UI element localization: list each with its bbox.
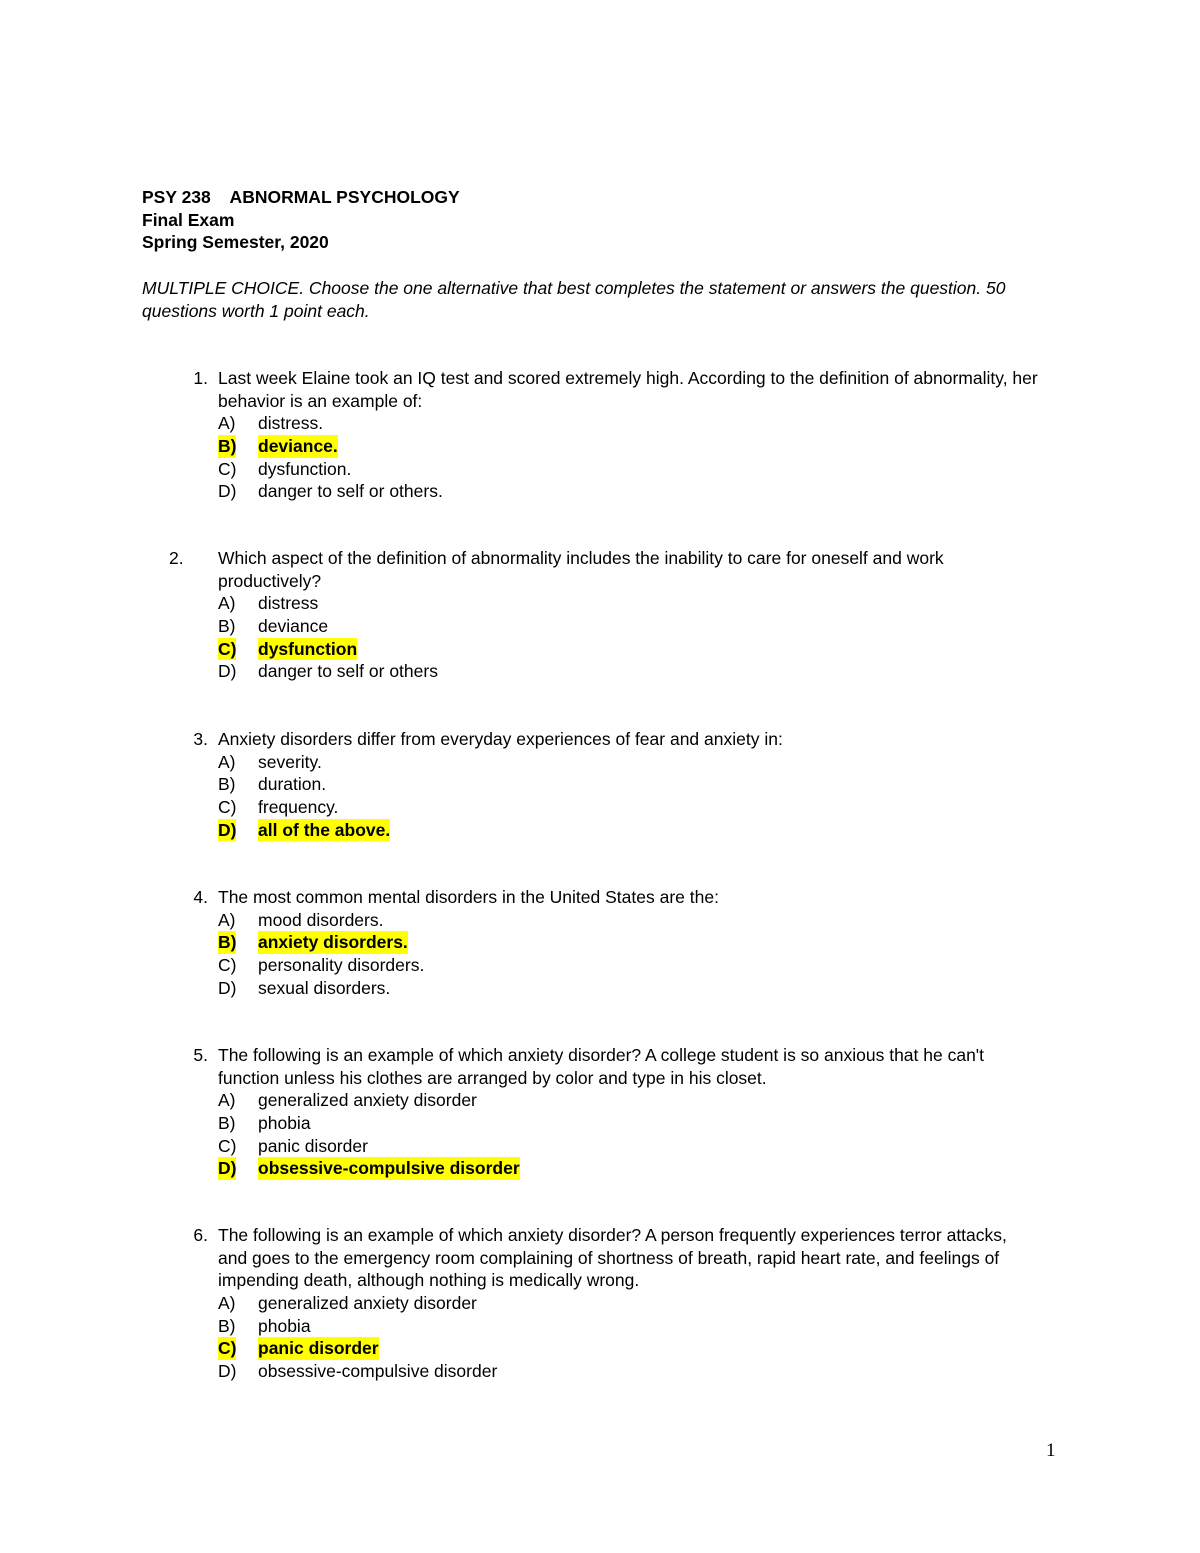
option-letter: D) — [218, 977, 237, 998]
option-text: duration. — [258, 774, 327, 795]
exam-header — [142, 186, 460, 254]
option-letter: B) — [218, 774, 236, 795]
option-c — [218, 1135, 1038, 1158]
option-text: danger to self or others — [258, 661, 438, 682]
option-letter: D) — [218, 481, 237, 502]
option-text: severity. — [258, 751, 322, 772]
option-text: obsessive-compulsive disorder — [258, 1361, 498, 1382]
option-letter: C) — [218, 458, 237, 479]
option-b — [218, 1315, 1038, 1338]
question-6 — [142, 1224, 1042, 1383]
option-a — [218, 751, 1038, 774]
question-number: 6. — [193, 1225, 208, 1245]
option-text: distress — [258, 593, 319, 614]
option-letter: A) — [218, 909, 236, 930]
option-text: distress. — [258, 413, 324, 434]
option-letter: D) — [218, 1158, 237, 1179]
question-3 — [142, 728, 1042, 841]
question-4 — [142, 886, 1042, 999]
option-b-correct — [218, 435, 1038, 458]
option-text: sexual disorders. — [258, 977, 391, 998]
question-text: Last week Elaine took an IQ test and scored extremely high. According to the definition of abnormality, her behavior is an example of: — [218, 368, 1038, 411]
option-d — [218, 1360, 1038, 1383]
question-number: 2. — [169, 548, 184, 568]
option-list — [218, 1089, 1038, 1180]
option-d — [218, 480, 1038, 503]
option-d-correct — [218, 819, 1038, 842]
question-5 — [142, 1044, 1042, 1180]
question-number: 3. — [193, 729, 208, 749]
exam-title: Final Exam — [142, 209, 235, 230]
option-letter: C) — [218, 797, 237, 818]
option-list — [218, 751, 1038, 842]
option-a — [218, 592, 1038, 615]
question-1 — [142, 367, 1042, 503]
option-letter: D) — [218, 1361, 237, 1382]
option-list — [218, 592, 1038, 683]
question-text: The following is an example of which anxiety disorder? A college student is so anxious that he can't function unless his clothes are arranged by color and type in his closet. — [218, 1045, 985, 1088]
option-text: anxiety disorders. — [258, 932, 408, 953]
option-text: panic disorder — [258, 1135, 368, 1156]
option-letter: B) — [218, 932, 237, 953]
option-letter: B) — [218, 436, 237, 457]
option-letter: C) — [218, 955, 237, 976]
option-c-correct — [218, 638, 1038, 661]
option-d-correct — [218, 1157, 1038, 1180]
option-c-correct — [218, 1337, 1038, 1360]
option-text: obsessive-compulsive disorder — [258, 1158, 520, 1179]
option-list — [218, 1292, 1038, 1383]
question-text: Anxiety disorders differ from everyday experiences of fear and anxiety in: — [218, 729, 783, 749]
option-d — [218, 977, 1038, 1000]
option-letter: B) — [218, 1113, 236, 1134]
option-letter: A) — [218, 751, 236, 772]
option-list — [218, 909, 1038, 1000]
option-letter: D) — [218, 661, 237, 682]
course-title: PSY 238 ABNORMAL PSYCHOLOGY — [142, 187, 460, 207]
option-letter: C) — [218, 1135, 237, 1156]
option-letter: B) — [218, 1315, 236, 1336]
page-number: 1 — [1046, 1440, 1056, 1461]
option-b — [218, 773, 1038, 796]
semester-label: Spring Semester, 2020 — [142, 232, 329, 253]
option-text: generalized anxiety disorder — [258, 1090, 477, 1111]
option-letter: A) — [218, 413, 236, 434]
question-text: The most common mental disorders in the United States are the: — [218, 887, 719, 907]
option-letter: C) — [218, 1338, 237, 1359]
option-letter: A) — [218, 1293, 236, 1314]
option-text: deviance — [258, 616, 329, 637]
option-list — [218, 412, 1038, 503]
option-letter: A) — [218, 1090, 236, 1111]
question-number: 4. — [193, 887, 208, 907]
option-letter: D) — [218, 819, 237, 840]
option-d — [218, 660, 1038, 683]
option-a — [218, 909, 1038, 932]
question-number: 1. — [193, 368, 208, 388]
option-b — [218, 1112, 1038, 1135]
option-b — [218, 615, 1038, 638]
option-text: generalized anxiety disorder — [258, 1293, 477, 1314]
option-text: danger to self or others. — [258, 481, 443, 502]
option-a — [218, 412, 1038, 435]
option-text: personality disorders. — [258, 955, 425, 976]
option-a — [218, 1089, 1038, 1112]
option-b-correct — [218, 931, 1038, 954]
question-2 — [142, 547, 1042, 683]
option-text: all of the above. — [258, 819, 391, 840]
option-letter: A) — [218, 593, 236, 614]
option-text: deviance. — [258, 436, 338, 457]
option-text: phobia — [258, 1113, 311, 1134]
option-text: dysfunction — [258, 638, 358, 659]
option-text: frequency. — [258, 797, 339, 818]
option-a — [218, 1292, 1038, 1315]
option-text: dysfunction. — [258, 458, 352, 479]
option-letter: B) — [218, 616, 236, 637]
question-text: Which aspect of the definition of abnormality includes the inability to care for oneself and work productively? — [218, 548, 944, 591]
instructions: MULTIPLE CHOICE. Choose the one alternative that best completes the statement or answers the question. 50 questions worth 1 point each. — [142, 278, 1006, 321]
option-text: mood disorders. — [258, 909, 384, 930]
option-c — [218, 954, 1038, 977]
option-text: phobia — [258, 1315, 311, 1336]
option-c — [218, 796, 1038, 819]
option-text: panic disorder — [258, 1338, 379, 1359]
option-letter: C) — [218, 638, 237, 659]
option-c — [218, 458, 1038, 481]
question-text: The following is an example of which anxiety disorder? A person frequently experiences terror attacks, and goes to the emergency room complaining of shortness of breath, rapid heart rate, and feelings of impending death, although nothing is medically wrong. — [218, 1225, 1007, 1291]
question-number: 5. — [193, 1045, 208, 1065]
